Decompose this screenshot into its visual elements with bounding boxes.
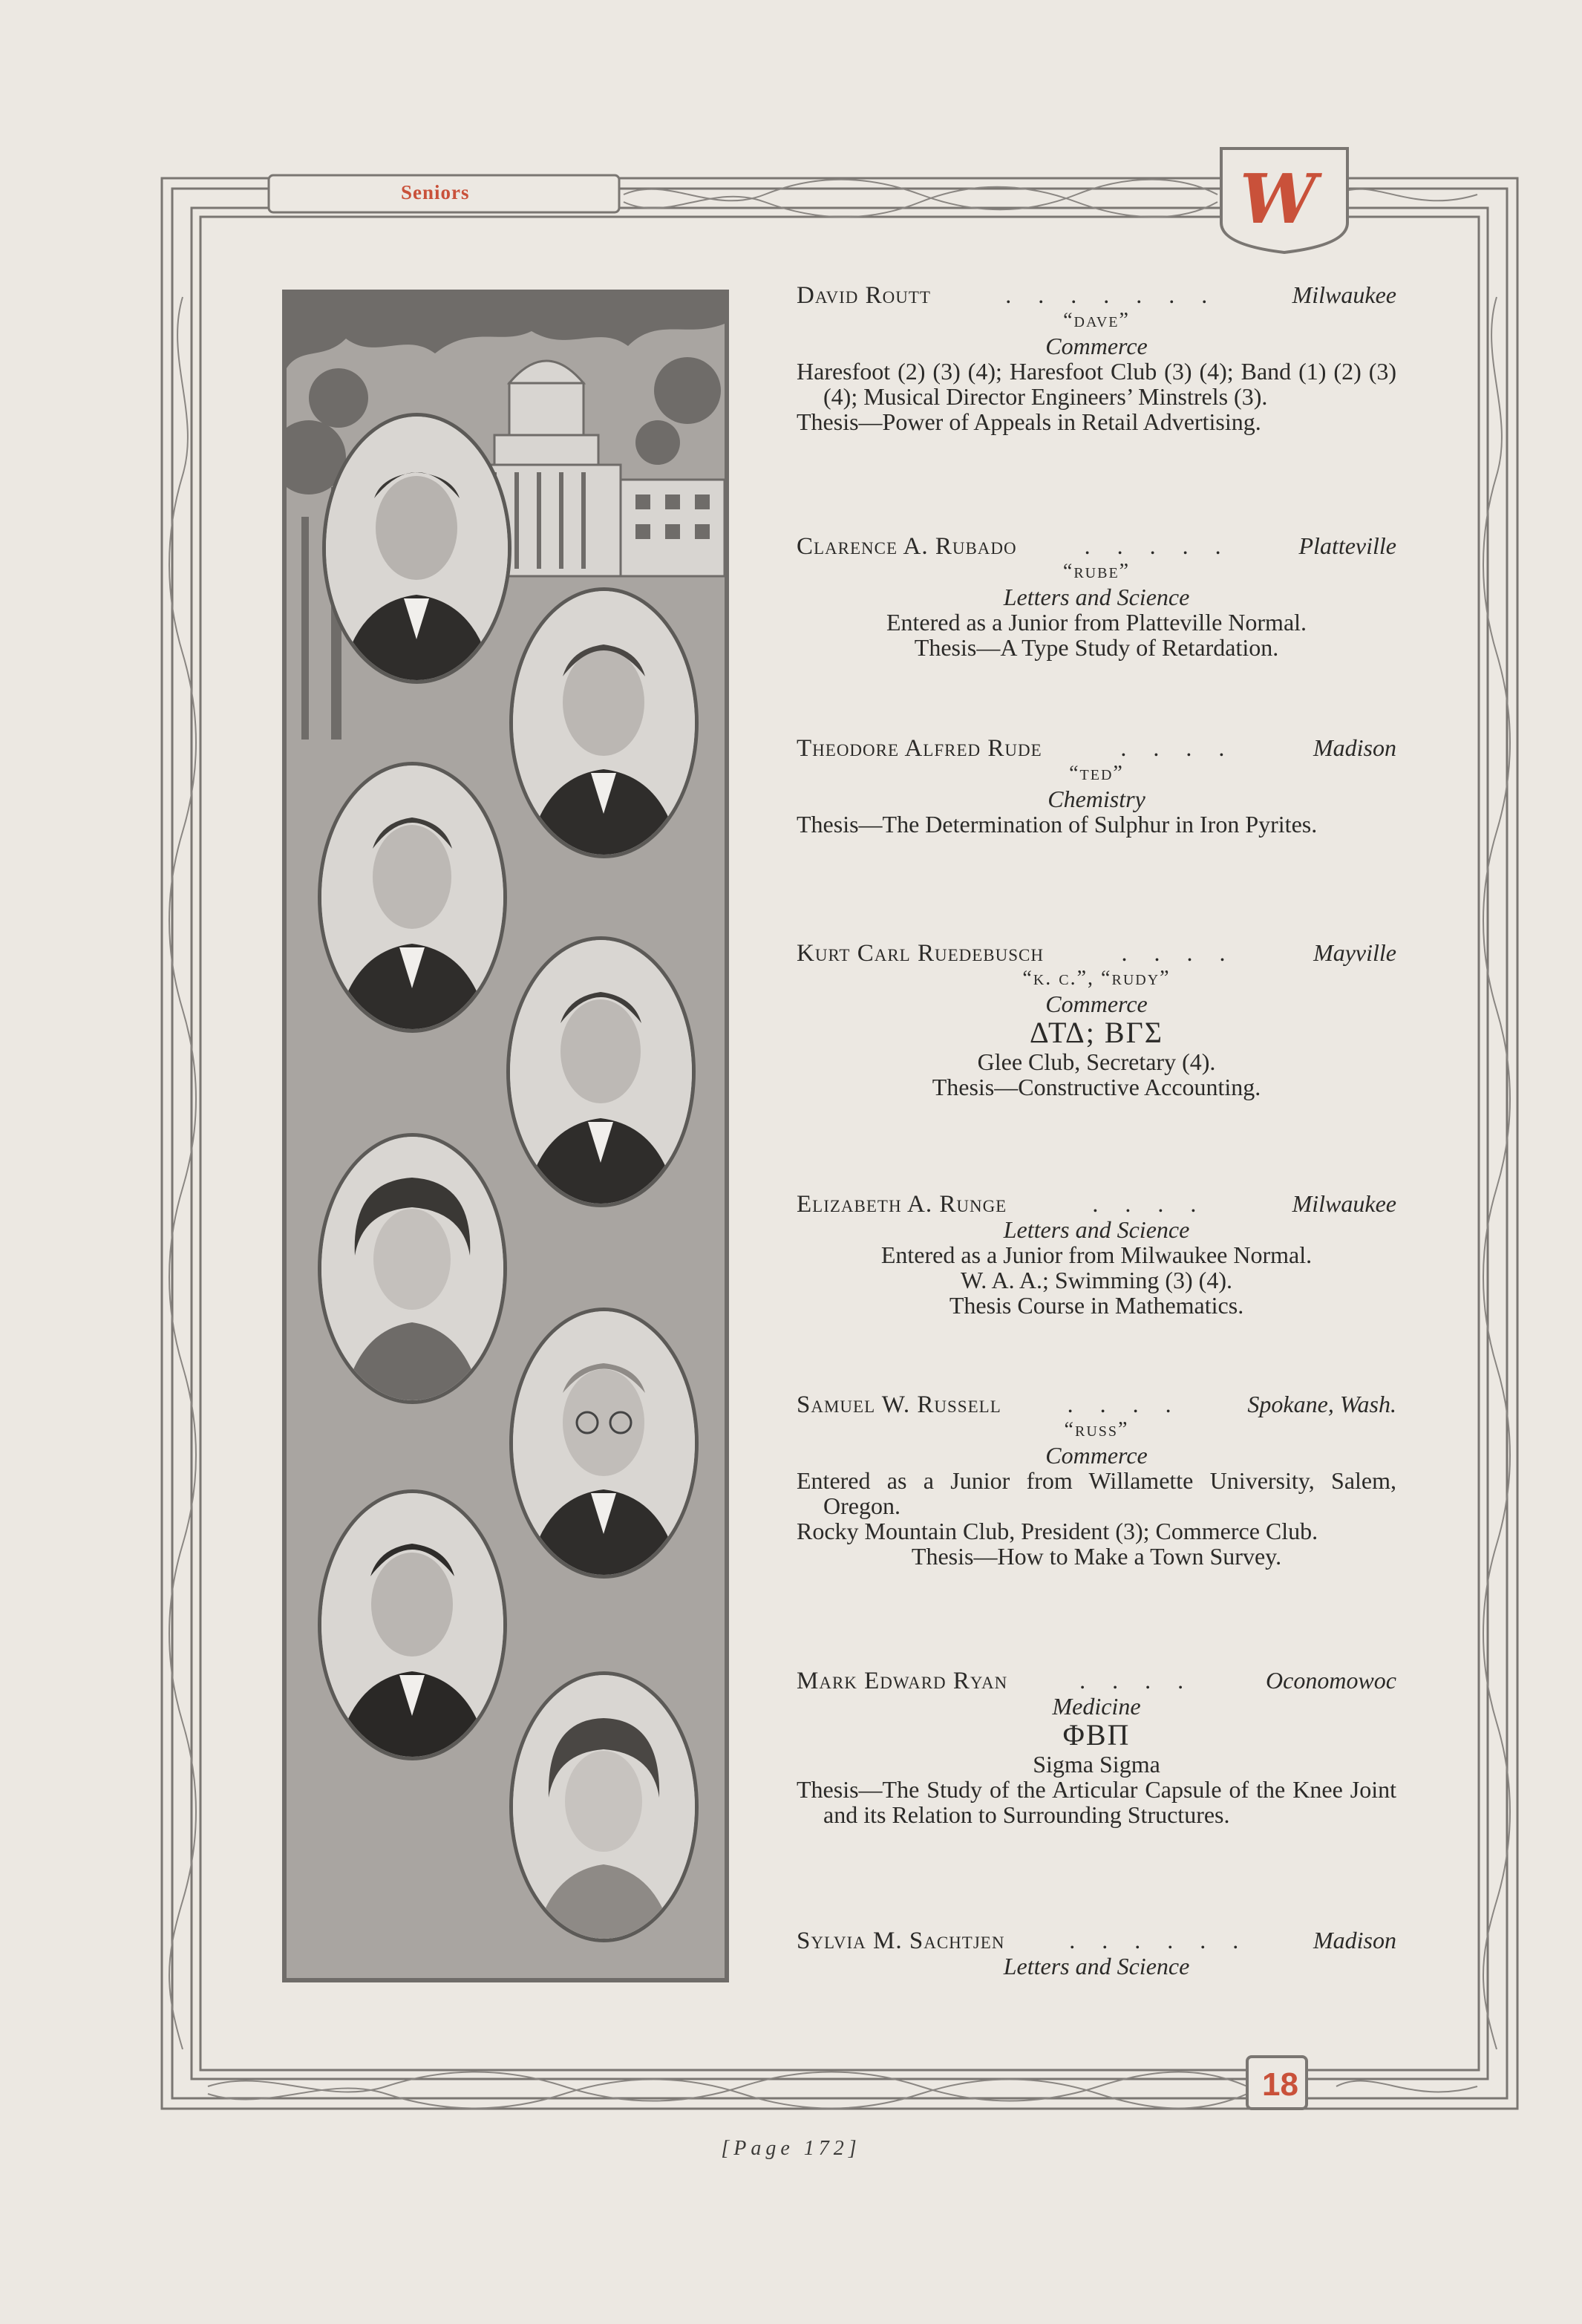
entry-kurt-ruedebusch	[797, 940, 1396, 1100]
entry-course: Commerce	[1045, 1442, 1148, 1469]
leader-dots: . . . .	[1079, 1667, 1194, 1694]
entry-theodore-rude	[797, 735, 1396, 837]
entry-hometown: Madison	[1313, 1927, 1396, 1953]
entry-thesis: Thesis—How to Make a Town Survey.	[911, 1543, 1282, 1570]
entry-activities: Haresfoot (2) (3) (4); Haresfoot Club (3) (4); Band (1) (2) (3) (4); Musical Director Engineers’ Minstrels (3).	[797, 358, 1396, 410]
entry-david-routt	[797, 282, 1396, 434]
portrait-sylvia-sachtjen	[509, 1671, 699, 1942]
entry-course: Letters and Science	[1003, 584, 1190, 610]
entry-thesis: Thesis Course in Mathematics.	[949, 1292, 1244, 1319]
entry-course: Letters and Science	[1003, 1953, 1190, 1979]
portrait-kurt-ruedebusch	[506, 936, 696, 1207]
entry-name: Samuel W. Russell	[797, 1391, 1001, 1418]
entry-nickname: “k. c.”, “rudy”	[1022, 967, 1171, 990]
entry-course: Commerce	[1045, 990, 1148, 1017]
entry-course: Chemistry	[1047, 786, 1145, 812]
entry-hometown: Madison	[1313, 734, 1396, 761]
entry-elizabeth-runge	[797, 1191, 1396, 1318]
entry-name: Elizabeth A. Runge	[797, 1191, 1007, 1218]
entry-course: Letters and Science	[1003, 1216, 1190, 1243]
portrait-david-routt	[322, 413, 511, 684]
entry-name: Clarence A. Rubado	[797, 533, 1017, 560]
entry-name: Theodore Alfred Rude	[797, 735, 1042, 762]
entry-hometown: Milwaukee	[1292, 281, 1396, 308]
entry-activities: Entered as a Junior from Milwaukee Normal.	[880, 1241, 1313, 1268]
leader-dots: . . . .	[1092, 1190, 1207, 1217]
entry-thesis: Thesis—The Determination of Sulphur in Iron Pyrites.	[797, 811, 1318, 838]
entry-clarence-rubado	[797, 533, 1396, 660]
entry-activities: Glee Club, Secretary (4).	[977, 1048, 1216, 1075]
entry-activities: Entered as a Junior from Willamette University, Salem, Oregon.	[797, 1467, 1396, 1519]
entry-nickname: “russ”	[1064, 1418, 1129, 1441]
entry-nickname: “ted”	[1069, 762, 1124, 785]
entry-hometown: Spokane, Wash.	[1247, 1391, 1396, 1417]
entry-course: Commerce	[1045, 333, 1148, 359]
class-year-badge: 18	[1262, 2066, 1298, 2103]
entry-activities: Rocky Mountain Club, President (3); Commerce Club.	[797, 1518, 1318, 1544]
leader-dots: . . . .	[1121, 939, 1236, 966]
entry-sylvia-sachtjen	[797, 1928, 1396, 1979]
portrait-theodore-rude	[318, 762, 507, 1033]
entry-greek-letters: ΦΒΠ	[1062, 1718, 1131, 1752]
entry-hometown: Mayville	[1313, 939, 1396, 966]
entry-thesis: Thesis—The Study of the Articular Capsule of the Knee Joint and its Relation to Surrounding Structures.	[797, 1776, 1396, 1828]
entry-hometown: Platteville	[1298, 532, 1396, 559]
leader-dots: . . . . . .	[1069, 1927, 1249, 1953]
entry-name: Kurt Carl Ruedebusch	[797, 940, 1044, 967]
entry-mark-ryan	[797, 1668, 1396, 1827]
entry-thesis: Thesis—A Type Study of Retardation.	[914, 634, 1279, 661]
leader-dots: . . . .	[1120, 734, 1235, 761]
entry-hometown: Oconomowoc	[1266, 1667, 1396, 1694]
leader-dots: . . . .	[1067, 1391, 1182, 1417]
entry-course: Medicine	[1052, 1693, 1141, 1720]
entry-samuel-russell	[797, 1391, 1396, 1569]
page-number: [Page 172]	[721, 2137, 861, 2160]
leader-dots: . . . . .	[1084, 532, 1232, 559]
entry-activities: Sigma Sigma	[1033, 1751, 1160, 1778]
section-title: Seniors	[401, 181, 470, 203]
entry-name: Sylvia M. Sachtjen	[797, 1928, 1005, 1954]
entry-activities: Entered as a Junior from Platteville Normal.	[886, 609, 1307, 636]
entry-name: David Routt	[797, 282, 931, 309]
portrait-mark-ryan	[318, 1489, 507, 1760]
portrait-samuel-russell	[509, 1308, 699, 1579]
entry-activities: W. A. A.; Swimming (3) (4).	[961, 1267, 1232, 1293]
w-monogram: W	[1240, 159, 1317, 239]
entry-hometown: Milwaukee	[1292, 1190, 1396, 1217]
leader-dots: . . . . . . .	[1005, 281, 1218, 308]
entry-nickname: “rube”	[1062, 560, 1131, 583]
portrait-clarence-rubado	[509, 587, 699, 858]
entry-name: Mark Edward Ryan	[797, 1668, 1008, 1694]
entry-thesis: Thesis—Power of Appeals in Retail Advertising.	[797, 408, 1261, 435]
portrait-elizabeth-runge	[318, 1133, 507, 1404]
entry-nickname: “dave”	[1063, 309, 1130, 332]
entry-greek-letters: ΔΤΔ; ΒΓΣ	[1030, 1016, 1163, 1049]
entry-thesis: Thesis—Constructive Accounting.	[932, 1074, 1261, 1100]
portrait-panel	[282, 290, 729, 1982]
